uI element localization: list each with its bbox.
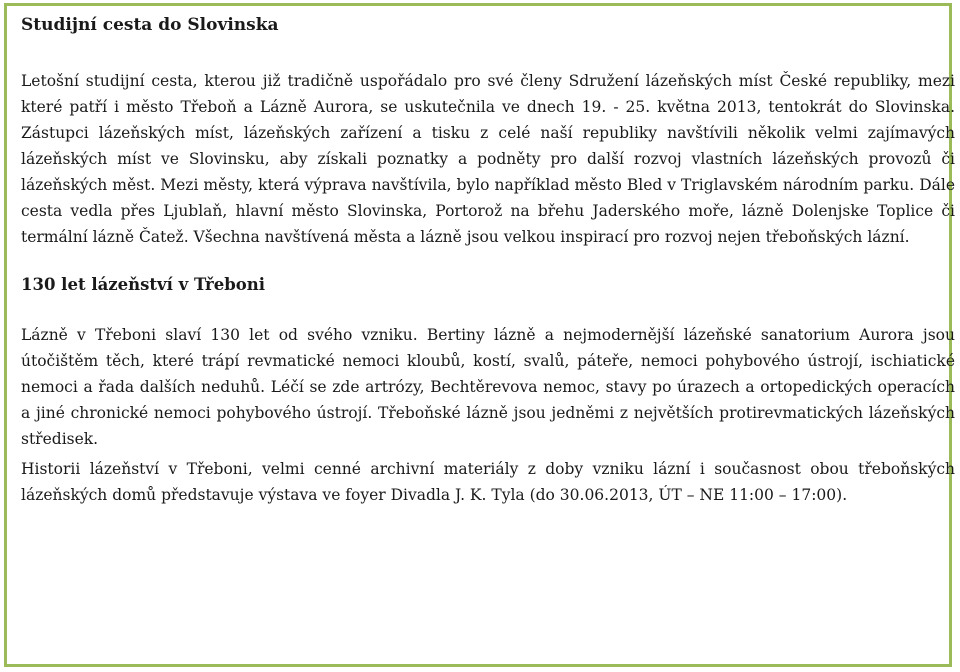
article-content	[21, 12, 955, 508]
paragraph-130-let-2: Historii lázeňství v Třeboni, velmi cenné archivní materiály z doby vzniku lázní i současnost obou třeboňských lázeňských domů představuje výstava ve foyer Divadla J. K. Tyla (do 30.06.2013, ÚT – NE 11:00 – 17:00).	[21, 460, 955, 504]
section-heading-130-let: 130 let lázeňství v Třeboni	[21, 275, 266, 294]
paragraph-130-let-1: Lázně v Třeboni slaví 130 let od svého vzniku. Bertiny lázně a nejmodernější lázeňské sanatorium Aurora jsou útočištěm těch, které trápí revmatické nemoci kloubů, kostí, svalů, páteře, nemoci pohybového ústrojí, ischiatické nemoci a řada dalších neduhů. Léčí se zde artrózy, Bechtěrevova nemoc, stavy po úrazech a ortopedických operacích a jiné chronické nemoci pohybového ústrojí. Třeboňské lázně jsou jedněmi z největších protirevmatických lázeňských středisek.	[21, 326, 955, 448]
article-frame	[4, 3, 955, 667]
paragraph-slovinsko: Letošní studijní cesta, kterou již tradičně uspořádalo pro své členy Sdružení lázeňských míst České republiky, mezi které patří i město Třeboň a Lázně Aurora, se uskutečnila ve dnech 19. - 25. května 2013, tentokrát do Slovinska. Zástupci lázeňských míst, lázeňských zařízení a tisku z celé naší republiky navštívili několik velmi zajímavých lázeňských míst ve Slovinsku, aby získali poznatky a podněty pro další rozvoj vlastních lázeňských provozů či lázeňských měst. Mezi městy, která výprava navštívila, bylo například město Bled v Triglavském národním parku. Dále cesta vedla přes Ljublaň, hlavní město Slovinska, Portorož na břehu Jaderského moře, lázně Dolenjske Toplice či termální lázně Čatež. Všechna navštívená města a lázně jsou velkou inspirací pro rozvoj nejen třeboňských lázní.	[21, 72, 955, 246]
section-heading-slovinsko: Studijní cesta do Slovinska	[21, 15, 279, 35]
